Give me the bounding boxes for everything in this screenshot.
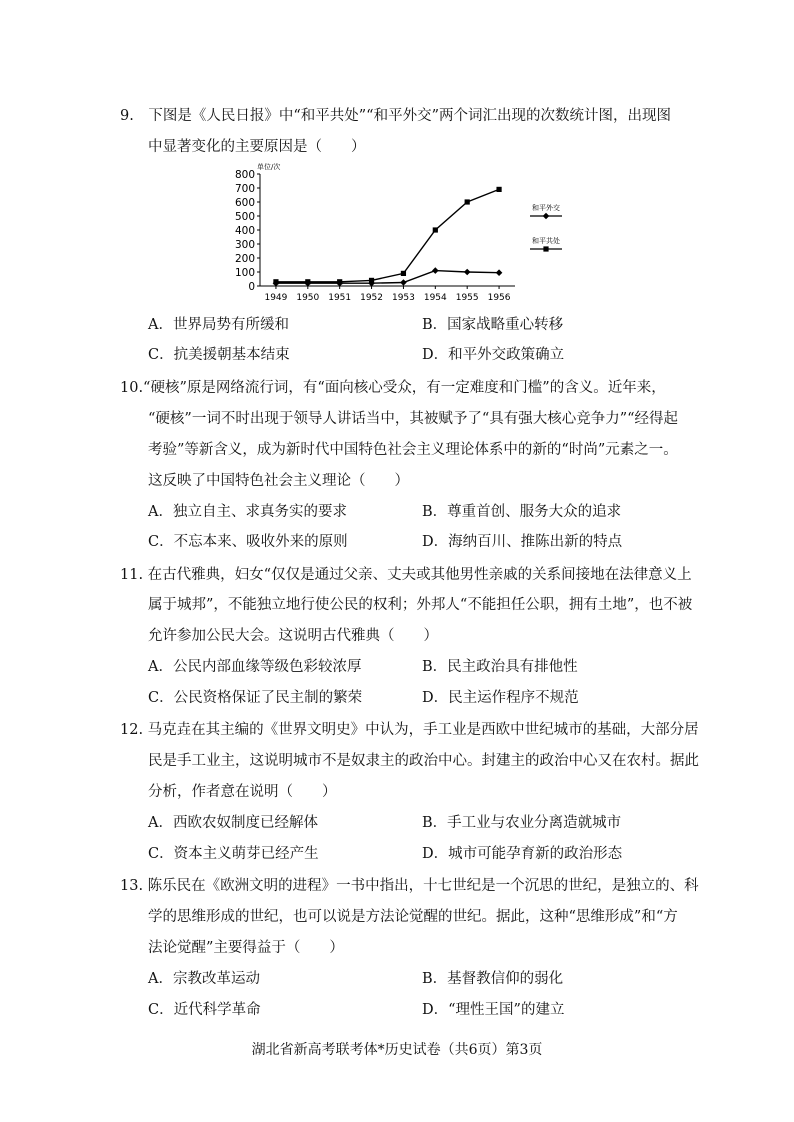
x-tick-label: 1950: [296, 293, 320, 303]
q12-stem-line2: 民是手工业主，这说明城市不是奴隶主的政治中心。封建主的政治中心又在农村。据此: [148, 753, 699, 769]
q11-option-d: D．民主运作程序不规范: [422, 690, 579, 706]
q13-option-b: B．基督教信仰的弱化: [422, 971, 564, 987]
data-point: [432, 267, 439, 274]
q10-stem-line1: 10.“硬核”原是网络流行词，有“面向核心受众，有一定难度和门槛”的含义。近年来，: [120, 380, 666, 396]
data-point: [401, 271, 406, 276]
x-tick-label: 1954: [423, 293, 447, 303]
data-point: [400, 279, 407, 286]
y-tick-label: 700: [234, 183, 255, 195]
q10-stem-line2: “硬核”一词不时出现于领导人讲话当中，其被赋予了“具有强大核心竞争力”“经得起: [148, 411, 679, 427]
x-tick-label: 1951: [328, 293, 352, 303]
q9-option-a: A．世界局势有所缓和: [148, 317, 289, 333]
q10-option-c: C．不忘本来、吸收外来的原则: [148, 534, 348, 550]
legend-label: 和平外交: [532, 204, 560, 212]
q13-stem-line2: 学的思维形成的世纪，也可以说是方法论觉醒的世纪。据此，这种“思维形成”和“方: [148, 909, 678, 925]
q11-stem-line1: 11. 在古代雅典，妇女“仅仅是通过父亲、丈夫或其他男性亲戚的关系间接地在法律意义上: [120, 567, 692, 583]
data-point: [496, 187, 501, 192]
data-point: [305, 279, 310, 284]
q12-option-d: D．城市可能孕育新的政治形态: [422, 846, 623, 862]
x-tick-label: 1949: [264, 293, 288, 303]
y-tick-label: 800: [234, 169, 255, 181]
q10-stem-line3: 考验”等新含义，成为新时代中国特色社会主义理论体系中的新的“时尚”元素之一。: [148, 442, 678, 458]
y-tick-label: 100: [234, 267, 255, 279]
y-tick-label: 400: [234, 225, 255, 237]
q11-stem-line2: 属于城邦”，不能独立地行使公民的权利；外邦人“不能担任公职，拥有土地”，也不被: [148, 597, 693, 613]
q11-option-a: A．公民内部血缘等级色彩较浓厚: [148, 659, 362, 675]
q12-option-a: A．西欧农奴制度已经解体: [148, 815, 318, 831]
q10-option-b: B．尊重首创、服务大众的追求: [422, 504, 622, 520]
data-point: [369, 278, 374, 283]
legend-marker: [543, 213, 550, 220]
y-tick-label: 500: [234, 211, 255, 223]
q9-option-c: C．抗美援朝基本结束: [148, 347, 290, 363]
data-point: [337, 279, 342, 284]
q11-option-b: B．民主政治具有排他性: [422, 659, 578, 675]
q9-option-b: B．国家战略重心转移: [422, 317, 564, 333]
q13-option-a: A．宗教改革运动: [148, 971, 260, 987]
data-point: [273, 279, 278, 284]
y-tick-label: 200: [234, 253, 255, 265]
data-point: [464, 269, 471, 276]
q9-line-chart: [220, 160, 600, 305]
q9-option-d: D．和平外交政策确立: [422, 347, 565, 363]
data-point: [465, 199, 470, 204]
x-tick-label: 1952: [360, 293, 384, 303]
y-tick-label: 600: [234, 197, 255, 209]
q11-stem-line3: 允许参加公民大会。这说明古代雅典（ ）: [148, 628, 438, 644]
chart-ylabel: 单位/次: [257, 163, 281, 171]
data-point: [433, 227, 438, 232]
q12-stem-line3: 分析，作者意在说明（ ）: [148, 784, 337, 800]
y-tick-label: 300: [234, 239, 255, 251]
q13-option-d: D．“理性王国”的建立: [422, 1002, 565, 1018]
q10-option-a: A．独立自主、求真务实的要求: [148, 504, 347, 520]
x-tick-label: 1956: [487, 293, 511, 303]
q11-option-c: C．公民资格保证了民主制的繁荣: [148, 690, 363, 706]
x-tick-label: 1955: [455, 293, 479, 303]
q12-option-c: C．资本主义萌芽已经产生: [148, 846, 319, 862]
legend-marker: [543, 246, 548, 251]
q12-stem-line1: 12. 马克垚在其主编的《世界文明史》中认为，手工业是西欧中世纪城市的基础，大部分居: [120, 722, 699, 738]
q10-stem-line4: 这反映了中国特色社会主义理论（ ）: [148, 473, 409, 489]
q9-stem-line1: 9. 下图是《人民日报》中“和平共处”“和平外交”两个词汇出现的次数统计图，出现图: [120, 108, 671, 124]
q13-option-c: C．近代科学革命: [148, 1002, 261, 1018]
data-point: [496, 269, 503, 276]
q13-stem-line3: 法论觉醒”主要得益于（ ）: [148, 940, 344, 956]
q12-option-b: B．手工业与农业分离造就城市: [422, 815, 622, 831]
q10-option-d: D．海纳百川、推陈出新的特点: [422, 534, 623, 550]
y-tick-label: 0: [248, 281, 255, 293]
x-tick-label: 1953: [391, 293, 415, 303]
q9-stem-line2: 中显著变化的主要原因是（ ）: [148, 139, 366, 155]
q13-stem-line1: 13. 陈乐民在《欧洲文明的进程》一书中指出，十七世纪是一个沉思的世纪，是独立的、科: [120, 878, 699, 894]
legend-label: 和平共处: [532, 237, 560, 245]
page-footer: 湖北省新高考联考体*历史试卷（共6页）第3页: [251, 1042, 543, 1058]
